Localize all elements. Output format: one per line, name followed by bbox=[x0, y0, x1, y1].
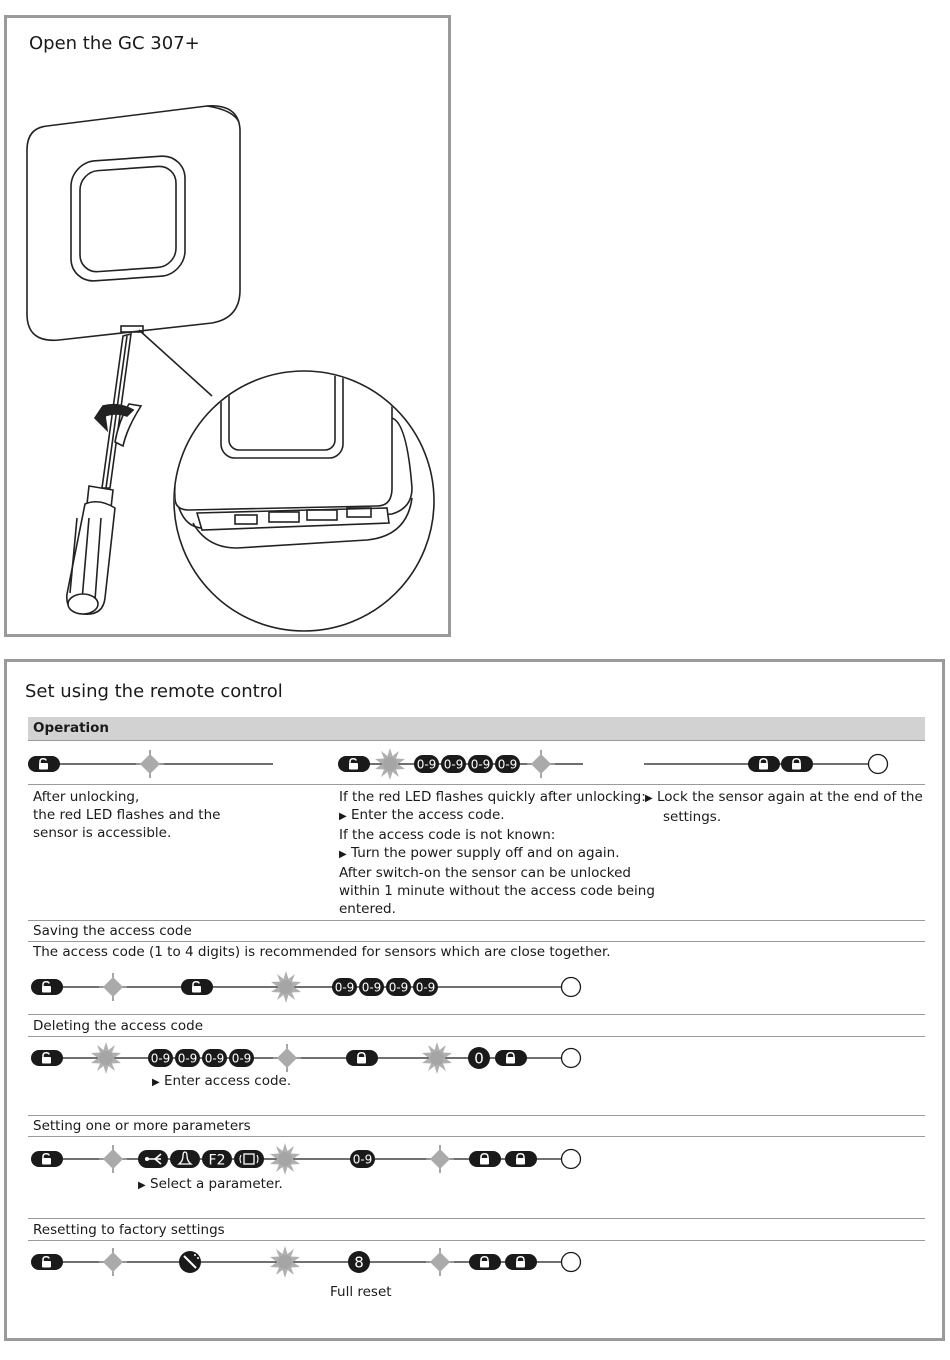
bullet-icon: ▶ bbox=[138, 1180, 146, 1191]
bullet-icon: ▶ bbox=[339, 811, 347, 822]
operation-col1-text: After unlocking, the red LED flashes and the sensor is accessible. bbox=[33, 789, 221, 841]
bell-key-icon bbox=[170, 1150, 200, 1168]
bullet-icon: ▶ bbox=[339, 849, 347, 860]
led-on-icon bbox=[273, 1044, 301, 1072]
divider bbox=[28, 941, 925, 942]
open-device-panel bbox=[4, 15, 451, 637]
digit-pill-text: 0-9 bbox=[177, 1051, 198, 1066]
operation-sequence-row bbox=[7, 747, 942, 781]
digit-pill-text: 0-9 bbox=[204, 1051, 225, 1066]
led-on-icon bbox=[426, 1248, 454, 1276]
lock-icon bbox=[469, 1151, 501, 1167]
operation-header bbox=[28, 717, 925, 741]
led-on-icon bbox=[99, 1248, 127, 1276]
divider bbox=[28, 784, 925, 785]
end-circle-icon bbox=[869, 755, 888, 774]
digit-pill-text: 0-9 bbox=[352, 1152, 373, 1167]
bullet-icon: ▶ bbox=[645, 793, 653, 804]
zero-key-text: 0 bbox=[474, 1049, 484, 1068]
operation-col2-text: If the red LED flashes quickly after unlocking: ▶ Enter the access code. If the access code is not known: ▶ Turn the power supply off and on again. After switch-on the sensor can be unlocked within 1 minute without the access code being entered. bbox=[339, 789, 655, 917]
led-on-icon bbox=[99, 1145, 127, 1173]
digit-pill-text: 0-9 bbox=[416, 757, 437, 772]
eight-key-text: 8 bbox=[354, 1253, 364, 1272]
digit-pill-text: 0-9 bbox=[361, 980, 382, 995]
lock-icon bbox=[781, 756, 813, 772]
divider bbox=[28, 1115, 925, 1116]
reset-label: Resetting to factory settings bbox=[33, 1222, 225, 1238]
divider bbox=[28, 1240, 925, 1241]
digit-pill-text: 0-9 bbox=[388, 980, 409, 995]
saving-description: The access code (1 to 4 digits) is recommended for sensors which are close together. bbox=[33, 944, 611, 960]
bullet-icon: ▶ bbox=[152, 1077, 160, 1088]
led-on-icon bbox=[527, 750, 555, 778]
divider bbox=[28, 1036, 925, 1037]
deleting-sequence bbox=[7, 1041, 942, 1075]
lock-icon bbox=[346, 1050, 378, 1066]
digit-pill-text: 0-9 bbox=[415, 980, 436, 995]
end-circle-icon bbox=[562, 1150, 581, 1169]
open-device-title: Open the GC 307+ bbox=[29, 33, 200, 54]
led-on-icon bbox=[136, 750, 164, 778]
unlock-icon bbox=[28, 756, 60, 772]
open-device-illustration bbox=[7, 18, 448, 634]
lock-icon bbox=[748, 756, 780, 772]
led-on-icon bbox=[99, 973, 127, 1001]
door-key-icon bbox=[234, 1150, 264, 1168]
lock-icon bbox=[469, 1254, 501, 1270]
led-on-icon bbox=[426, 1145, 454, 1173]
end-circle-icon bbox=[562, 1253, 581, 1272]
digit-pill-text: 0-9 bbox=[470, 757, 491, 772]
unlock-icon bbox=[31, 979, 63, 995]
saving-sequence bbox=[7, 970, 942, 1004]
divider bbox=[28, 1218, 925, 1219]
lock-icon bbox=[495, 1050, 527, 1066]
divider bbox=[28, 920, 925, 921]
digit-pill-text: 0-9 bbox=[231, 1051, 252, 1066]
divider bbox=[28, 1136, 925, 1137]
unlock-icon bbox=[181, 979, 213, 995]
unlock-icon bbox=[31, 1151, 63, 1167]
deleting-note: ▶ Enter access code. bbox=[152, 1073, 292, 1089]
parameters-label: Setting one or more parameters bbox=[33, 1118, 251, 1134]
remote-control-title: Set using the remote control bbox=[25, 681, 283, 702]
divider bbox=[28, 1014, 925, 1015]
deleting-label: Deleting the access code bbox=[33, 1018, 204, 1034]
digit-pill-text: 0-9 bbox=[497, 757, 518, 772]
f2-key-text: F2 bbox=[208, 1152, 226, 1169]
parameters-sequence bbox=[7, 1142, 942, 1176]
end-circle-icon bbox=[562, 1049, 581, 1068]
lock-icon bbox=[505, 1151, 537, 1167]
reset-sequence bbox=[7, 1245, 942, 1279]
digit-pill-text: 0-9 bbox=[443, 757, 464, 772]
operation-col3-text: ▶ Lock the sensor again at the end of the settings. bbox=[645, 789, 923, 825]
unlock-icon bbox=[338, 756, 370, 772]
digit-pill-text: 0-9 bbox=[334, 980, 355, 995]
reset-note: Full reset bbox=[330, 1284, 392, 1300]
lock-icon bbox=[505, 1254, 537, 1270]
unlock-icon bbox=[31, 1254, 63, 1270]
operation-header-label: Operation bbox=[33, 720, 110, 736]
unlock-icon bbox=[31, 1050, 63, 1066]
remote-control-panel bbox=[4, 659, 945, 1341]
parameters-note: ▶ Select a parameter. bbox=[138, 1176, 283, 1192]
digit-pill-text: 0-9 bbox=[150, 1051, 171, 1066]
saving-label: Saving the access code bbox=[33, 923, 192, 939]
end-circle-icon bbox=[562, 978, 581, 997]
